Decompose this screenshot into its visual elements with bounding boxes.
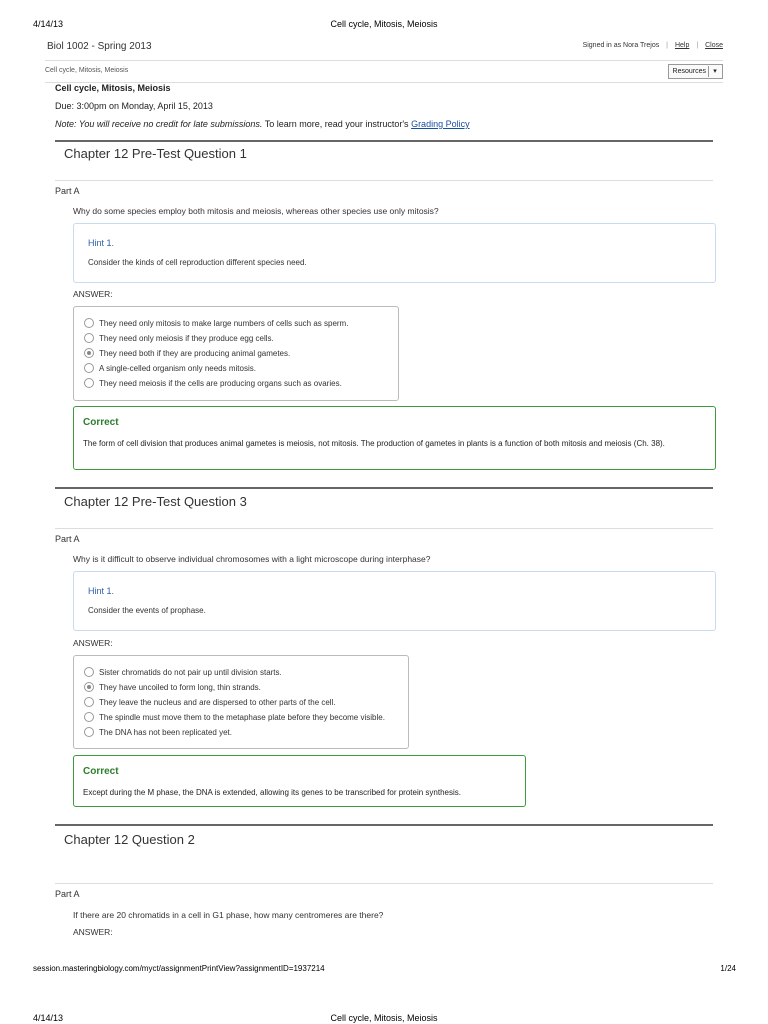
resources-label: Resources bbox=[672, 68, 706, 75]
answer-option[interactable]: Sister chromatids do not pair up until division starts. bbox=[84, 667, 282, 677]
question-title: Chapter 12 Pre-Test Question 1 bbox=[64, 146, 247, 161]
part-label: Part A bbox=[55, 186, 80, 196]
divider bbox=[55, 883, 713, 884]
radio-button[interactable] bbox=[84, 712, 94, 722]
question-text: Why is it difficult to observe individual chromosomes with a light microscope during interphase? bbox=[73, 554, 431, 564]
hint-body: Consider the kinds of cell reproduction different species need. bbox=[88, 258, 307, 267]
due-date: Due: 3:00pm on Monday, April 15, 2013 bbox=[55, 101, 213, 111]
breadcrumb-bar bbox=[45, 62, 723, 83]
answer-label: ANSWER: bbox=[73, 289, 113, 299]
assignment-title: Cell cycle, Mitosis, Meiosis bbox=[55, 83, 171, 93]
answer-option[interactable]: The DNA has not been replicated yet. bbox=[84, 727, 232, 737]
answer-options bbox=[73, 655, 409, 749]
radio-button[interactable] bbox=[84, 667, 94, 677]
user-links bbox=[583, 42, 723, 49]
hint-body: Consider the events of prophase. bbox=[88, 606, 206, 615]
hint-box[interactable] bbox=[73, 571, 716, 631]
answer-option[interactable]: They have uncoiled to form long, thin strands. bbox=[84, 682, 261, 692]
part-label: Part A bbox=[55, 534, 80, 544]
feedback-box bbox=[73, 755, 526, 807]
hint-title[interactable]: Hint 1. bbox=[88, 586, 115, 596]
grading-policy-link[interactable]: Grading Policy bbox=[411, 119, 470, 129]
answer-option[interactable]: They need only meiosis if they produce egg cells. bbox=[84, 333, 274, 343]
answer-option[interactable]: A single-celled organism only needs mitosis. bbox=[84, 363, 256, 373]
radio-button[interactable] bbox=[84, 378, 94, 388]
radio-button[interactable] bbox=[84, 333, 94, 343]
question-text: If there are 20 chromatids in a cell in G1 phase, how many centromeres are there? bbox=[73, 910, 384, 920]
late-note bbox=[55, 119, 470, 129]
section-divider bbox=[55, 140, 713, 142]
breadcrumb[interactable]: Cell cycle, Mitosis, Meiosis bbox=[45, 67, 129, 74]
question-title: Chapter 12 Question 2 bbox=[64, 832, 195, 847]
answer-option[interactable]: The spindle must move them to the metaphase plate before they become visible. bbox=[84, 712, 385, 722]
print-date: 4/14/13 bbox=[33, 19, 64, 29]
print-date: 4/14/13 bbox=[33, 1013, 64, 1023]
close-link[interactable]: Close bbox=[705, 42, 723, 49]
radio-button[interactable] bbox=[84, 697, 94, 707]
top-bar bbox=[45, 36, 723, 61]
page-url: session.masteringbiology.com/myct/assignmentPrintView?assignmentID=1937214 bbox=[33, 964, 325, 973]
part-label: Part A bbox=[55, 889, 80, 899]
answer-label: ANSWER: bbox=[73, 638, 113, 648]
page-number: 1/24 bbox=[720, 964, 736, 973]
course-name: Biol 1002 - Spring 2013 bbox=[47, 41, 152, 52]
signed-in-label: Signed in as Nora Trejos bbox=[582, 42, 660, 49]
feedback-title: Correct bbox=[83, 417, 119, 428]
print-title: Cell cycle, Mitosis, Meiosis bbox=[330, 1013, 438, 1023]
late-note-text: To learn more, read your instructor's bbox=[262, 119, 412, 129]
feedback-box bbox=[73, 406, 716, 470]
question-title: Chapter 12 Pre-Test Question 3 bbox=[64, 494, 247, 509]
late-note-italic: Note: You will receive no credit for late submissions. bbox=[55, 119, 263, 129]
feedback-body: Except during the M phase, the DNA is extended, allowing its genes to be transcribed for protein synthesis. bbox=[83, 788, 461, 797]
divider: | bbox=[696, 42, 699, 49]
answer-option[interactable]: They leave the nucleus and are dispersed to other parts of the cell. bbox=[84, 697, 336, 707]
hint-title[interactable]: Hint 1. bbox=[88, 238, 115, 248]
answer-option[interactable]: They need only mitosis to make large numbers of cells such as sperm. bbox=[84, 318, 348, 328]
section-divider bbox=[55, 487, 713, 489]
answer-option[interactable]: They need both if they are producing animal gametes. bbox=[84, 348, 290, 358]
feedback-title: Correct bbox=[83, 766, 119, 777]
divider: | bbox=[666, 42, 668, 49]
feedback-body: The form of cell division that produces animal gametes is meiosis, not mitosis. The production of gametes in plants is a function of both mitosis and meiosis (Ch. 38). bbox=[83, 439, 665, 448]
chevron-down-icon: ▾ bbox=[708, 66, 721, 77]
answer-label: ANSWER: bbox=[73, 927, 113, 937]
answer-options bbox=[73, 306, 399, 401]
resources-dropdown[interactable] bbox=[668, 64, 723, 79]
divider bbox=[55, 180, 713, 181]
radio-button[interactable] bbox=[84, 363, 94, 373]
help-link[interactable]: Help bbox=[674, 42, 690, 49]
radio-button[interactable] bbox=[84, 727, 94, 737]
radio-button-selected[interactable] bbox=[84, 682, 94, 692]
radio-button-selected[interactable] bbox=[84, 348, 94, 358]
radio-button[interactable] bbox=[84, 318, 94, 328]
question-text: Why do some species employ both mitosis and meiosis, whereas other species use only mitosis? bbox=[73, 206, 439, 216]
section-divider bbox=[55, 824, 713, 826]
print-title: Cell cycle, Mitosis, Meiosis bbox=[330, 19, 438, 29]
hint-box[interactable] bbox=[73, 223, 716, 283]
answer-option[interactable]: They need meiosis if the cells are producing organs such as ovaries. bbox=[84, 378, 342, 388]
divider bbox=[55, 528, 713, 529]
